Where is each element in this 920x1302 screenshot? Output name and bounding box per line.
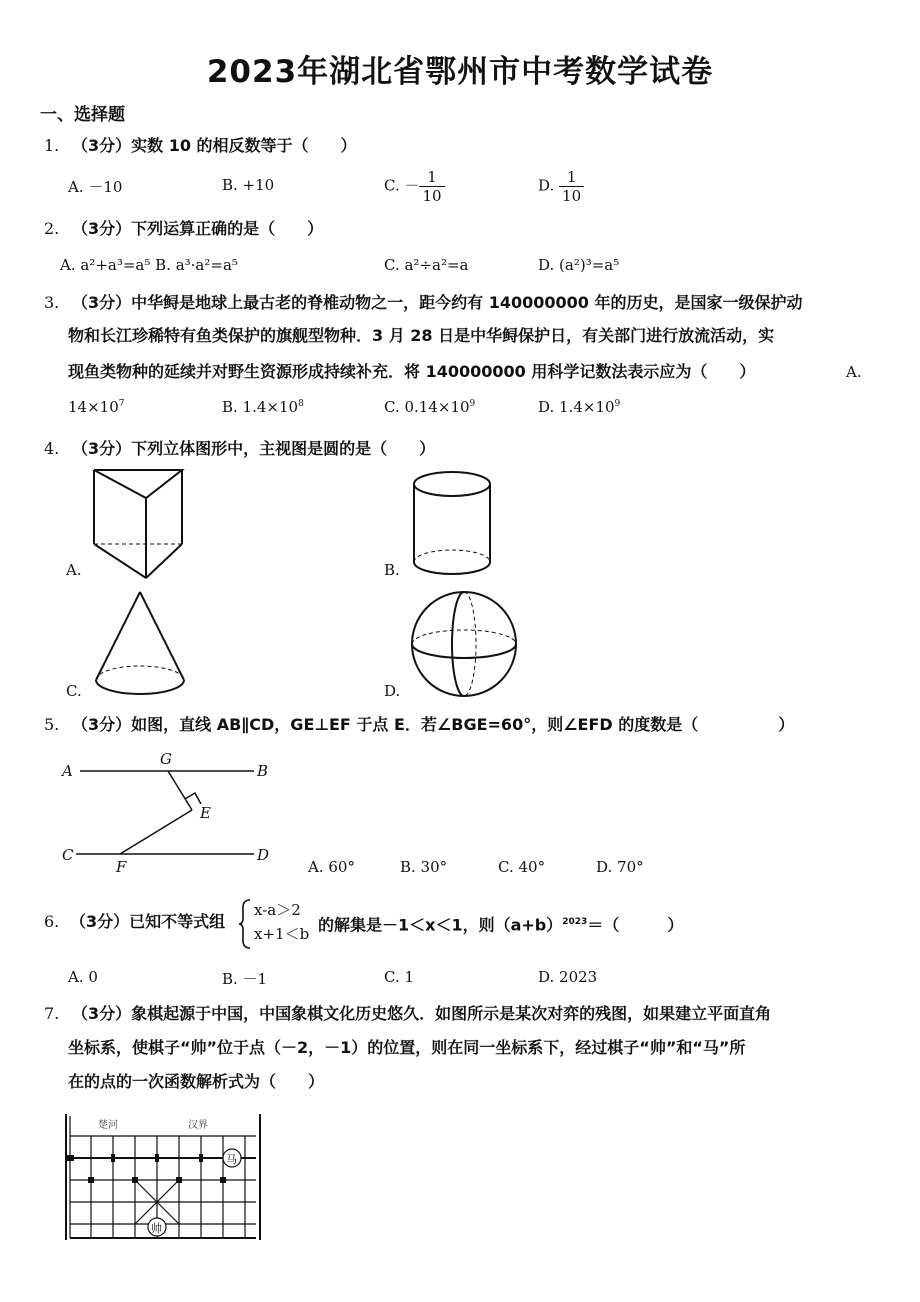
- q3-line-3: 现鱼类物种的延续并对野生资源形成持续补充．将 140000000 用科学记数法表示应为（ ）: [68, 362, 756, 381]
- q1-d-fraction: $\frac{1}{10}$: [559, 168, 584, 205]
- q5-option-d: D. 70°: [596, 858, 644, 876]
- q1-option-b: B. +10: [222, 176, 275, 194]
- river-text-chu: 楚河: [98, 1120, 118, 1131]
- q5-number: 5.: [44, 715, 60, 734]
- label-e: E: [200, 804, 211, 822]
- q1-stem: （3分）实数 10 的相反数等于（ ）: [72, 136, 357, 155]
- q3-option-d: D. $1.4\times 10^9$: [538, 398, 621, 416]
- q1-number: 1.: [44, 136, 60, 155]
- q7-number: 7.: [44, 1004, 60, 1023]
- label-g: G: [160, 750, 172, 768]
- q4-option-a-label: A.: [66, 561, 82, 579]
- q3-option-b: B. $1.4\times 10^8$: [222, 398, 304, 416]
- piece-ma-label: 马: [226, 1153, 237, 1166]
- piece-shuai: [148, 1218, 166, 1236]
- cylinder-figure: [404, 466, 500, 584]
- q6-stem-post: 的解集是－1＜x＜1，则$(a+b)^{2023}=$（ ）: [318, 915, 684, 935]
- q6-inequality-system: [254, 898, 309, 946]
- label-b: B: [257, 762, 269, 780]
- q5-option-b: B. 30°: [400, 858, 448, 876]
- q2-option-ab: A. a²+a³=a⁵ B. a³·a²=a⁵: [60, 256, 238, 274]
- q3-number: 3.: [44, 293, 60, 312]
- q5-option-a: A. 60°: [308, 858, 355, 876]
- label-a: A: [62, 762, 73, 780]
- q6-inequality-1: x-a＞2: [254, 901, 301, 919]
- q7-line-1: （3分）象棋起源于中国，中国象棋文化历史悠久．如图所示是某次对弈的残图，如果建立平面直角: [72, 1004, 772, 1023]
- triangular-prism-figure: [88, 466, 188, 584]
- q5-option-c: C. 40°: [498, 858, 546, 876]
- q3-option-a-label: A.: [846, 363, 862, 381]
- q4-stem: （3分）下列立体图形中，主视图是圆的是（ ）: [72, 439, 436, 458]
- q1-c-fraction: $\frac{1}{10}$: [419, 168, 444, 205]
- chess-board-figure: [60, 1112, 270, 1242]
- q6-inequality-2: x+1＜b: [254, 925, 310, 943]
- q7-line-3: 在的点的一次函数解析式为（ ）: [68, 1072, 325, 1091]
- q4-option-d-label: D.: [384, 682, 401, 700]
- q4-option-c-label: C.: [66, 682, 82, 700]
- q2-number: 2.: [44, 219, 60, 238]
- label-c: C: [62, 846, 74, 864]
- q1-option-c: C. － $\frac{1}{10}$: [384, 168, 445, 205]
- q6-option-d: D. 2023: [538, 968, 598, 986]
- q3-line-1: （3分）中华鲟是地球上最古老的脊椎动物之一，距今约有 140000000 年的历史，是国家一级保护动: [72, 293, 803, 312]
- page-title: 2023年湖北省鄂州市中考数学试卷: [206, 54, 714, 90]
- q4-number: 4.: [44, 439, 60, 458]
- q1-option-d: D. $\frac{1}{10}$: [538, 168, 584, 205]
- label-f: F: [116, 858, 127, 876]
- q5-stem: （3分）如图，直线 AB∥CD，GE⊥EF 于点 E．若∠BGE=60°，则∠EFD 的度数是（ ）: [72, 715, 795, 734]
- cone-figure: [92, 588, 188, 700]
- label-d: D: [257, 846, 270, 864]
- q6-option-c: C. 1: [384, 968, 415, 986]
- sphere-figure: [406, 588, 522, 700]
- q7-line-2: 坐标系，使棋子“帅”位于点（－2，－1）的位置，则在同一坐标系下，经过棋子“帅”和“马”所: [68, 1038, 746, 1057]
- q6-stem-pre: （3分）已知不等式组: [70, 912, 226, 931]
- piece-ma: [223, 1149, 241, 1167]
- q3-line-2: 物和长江珍稀特有鱼类保护的旗舰型物种．3 月 28 日是中华鲟保护日，有关部门进行放流活动，实: [68, 326, 775, 345]
- river-text-han: 汉界: [188, 1120, 208, 1131]
- q3-option-c: C. $0.14\times 10^9$: [384, 398, 476, 416]
- q4-option-b-label: B.: [384, 561, 400, 579]
- q2-option-d: D. (a²)³=a⁵: [538, 256, 620, 274]
- parallel-lines-figure: [58, 748, 288, 876]
- q6-option-b: B. －1: [222, 970, 268, 988]
- q2-option-c: C. a²÷a²=a: [384, 256, 469, 274]
- q2-stem: （3分）下列运算正确的是（ ）: [72, 219, 324, 238]
- system-brace: [238, 898, 252, 950]
- q3-option-a: $14\times 10^7$: [68, 398, 125, 416]
- piece-shuai-label: 帅: [151, 1222, 162, 1235]
- q6-number: 6.: [44, 912, 60, 931]
- q1-option-a: A. －10: [68, 178, 123, 196]
- section-heading: 一、选择题: [40, 105, 125, 125]
- q6-option-a: A. 0: [68, 968, 98, 986]
